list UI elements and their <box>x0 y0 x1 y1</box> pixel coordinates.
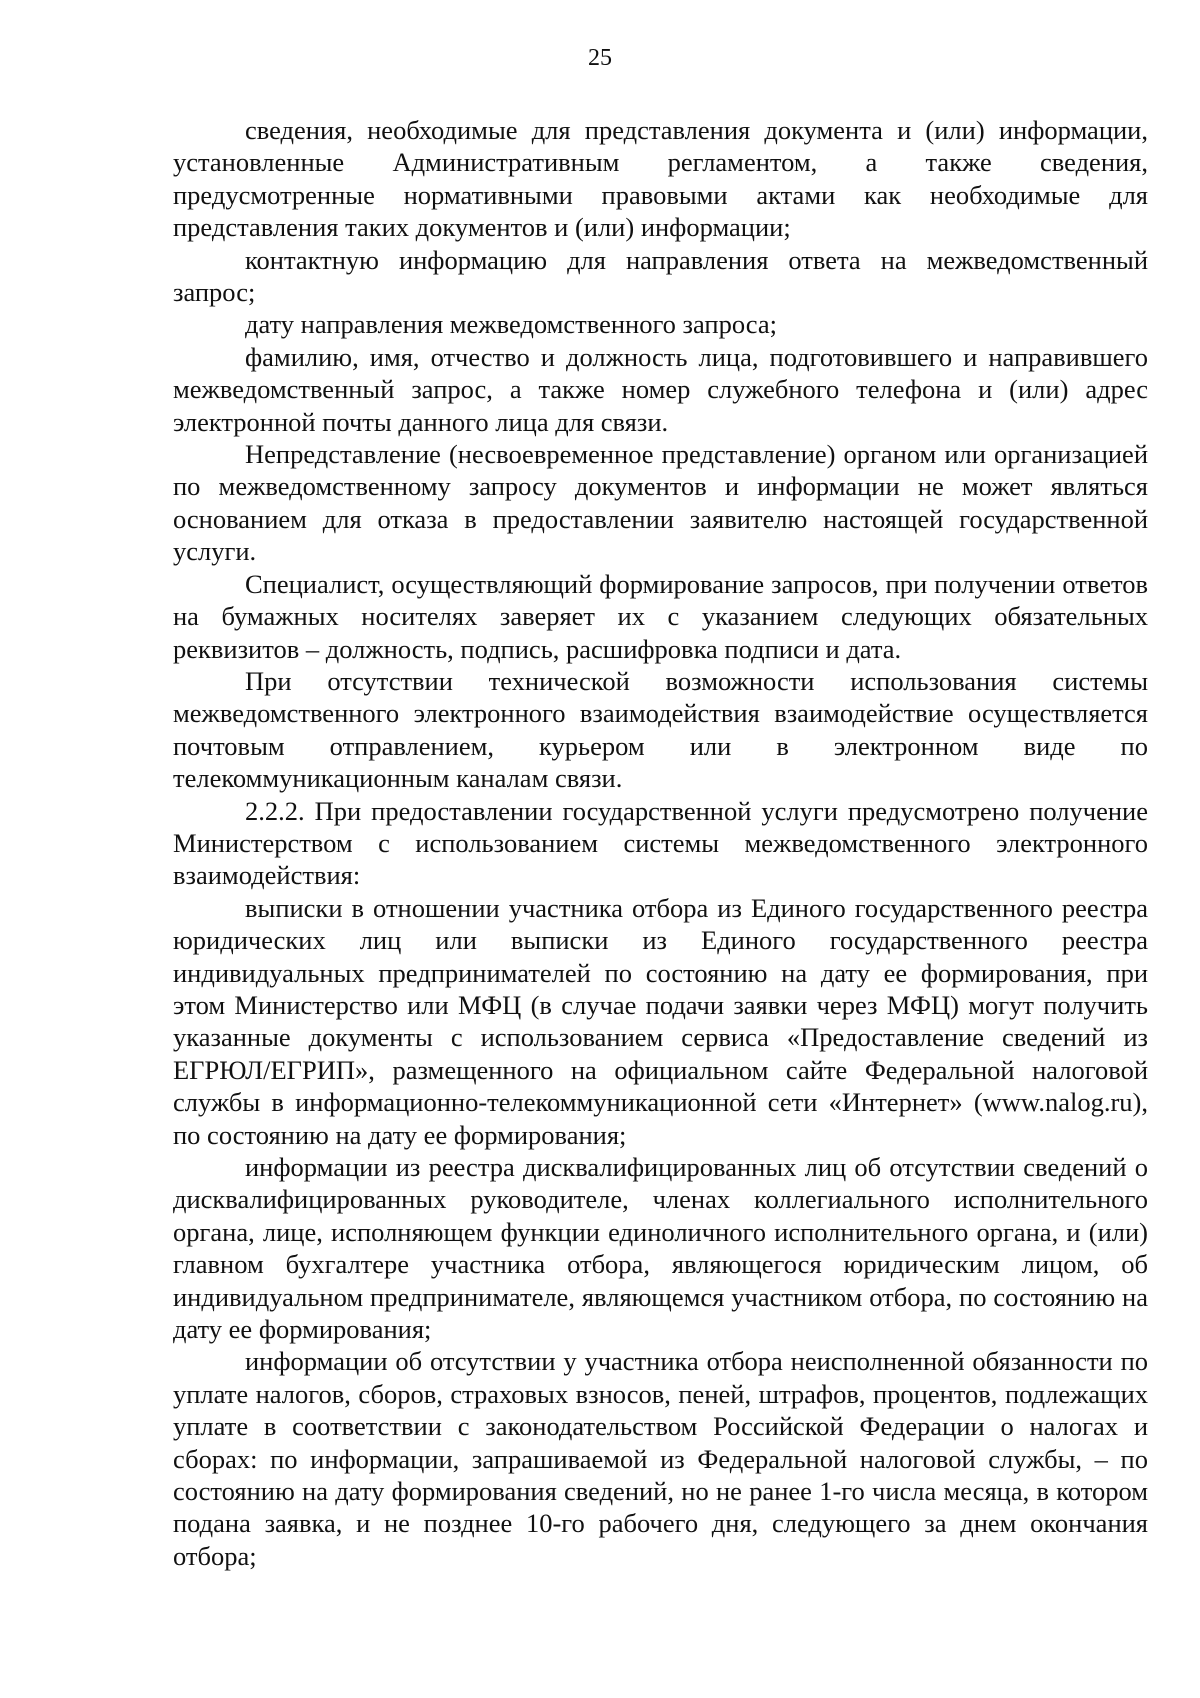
paragraph-non-submission: Непредставление (несвоевременное представление) органом или организацией по межведомственному запросу документов и информации не может являться основанием для отказа в предоставлении заявителю настоящей государственной услуги. <box>173 439 1148 567</box>
paragraph-egrul-extract: выписки в отношении участника отбора из Единого государственного реестра юридических лиц или выписки из Единого государственного реестра индивидуальных предпринимателей по состоянию на дату ее формирования, при этом Министерство или МФЦ (в случае подачи заявки через МФЦ) могут получить указанные документы с использованием сервиса «Предоставление сведений из ЕГРЮЛ/ЕГРИП», размещенного на официальном сайте Федеральной налоговой службы в информационно-телекоммуникационной сети «Интернет» (www.nalog.ru), по состоянию на дату ее формирования; <box>173 892 1148 1150</box>
paragraph-responsible-person: фамилию, имя, отчество и должность лица, подготовившего и направившего межведомственный запрос, а также номер служебного телефона и (или) адрес электронной почты данного лица для связи. <box>173 341 1148 437</box>
paragraph-no-technical-possibility: При отсутствии технической возможности использования системы межведомственного электронного взаимодействия взаимодействие осуществляется почтовым отправлением, курьером или в электронном виде по телекоммуникационным каналам связи. <box>173 665 1148 794</box>
paragraph-request-date: дату направления межведомственного запроса; <box>245 309 777 340</box>
paragraph-request-details: сведения, необходимые для представления документа и (или) информации, установленные Административным регламентом, а также сведения, предусмотренные нормативными правовыми актами как необходимые для представления таких документов и (или) информации; <box>173 115 1148 243</box>
paragraph-contact-info: контактную информацию для направления ответа на межведомственный запрос; <box>173 244 1148 308</box>
paragraph-section-2-2-2: 2.2.2. При предоставлении государственной услуги предусмотрено получение Министерством с использованием системы межведомственного электронного взаимодействия: <box>173 795 1148 891</box>
paragraph-tax-obligations: информации об отсутствии у участника отбора неисполненной обязанности по уплате налогов, сборов, страховых взносов, пеней, штрафов, процентов, подлежащих уплате в соответствии с законодательством Российской Федерации о налогах и сборах: по информации, запрашиваемой из Федеральной налоговой службы, – по состоянию на дату формирования сведений, но не ранее 1-го числа месяца, в котором подана заявка, и не позднее 10-го рабочего дня, следующего за днем окончания отбора; <box>173 1346 1148 1571</box>
paragraph-disqualified-registry: информации из реестра дисквалифицированных лиц об отсутствии сведений о дисквалифицированных руководителе, членах коллегиального исполнительного органа, лице, исполняющем функции единоличного исполнительного органа, и (или) главном бухгалтере участника отбора, являющегося юридическим лицом, об индивидуальном предпринимателе, являющемся участником отбора, по состоянию на дату ее формирования; <box>173 1152 1148 1345</box>
document-body <box>173 114 1148 1572</box>
page-number: 25 <box>588 45 612 71</box>
paragraph-paper-responses: Специалист, осуществляющий формирование запросов, при получении ответов на бумажных носителях заверяет их с указанием следующих обязательных реквизитов – должность, подпись, расшифровка подписи и дата. <box>173 568 1148 664</box>
